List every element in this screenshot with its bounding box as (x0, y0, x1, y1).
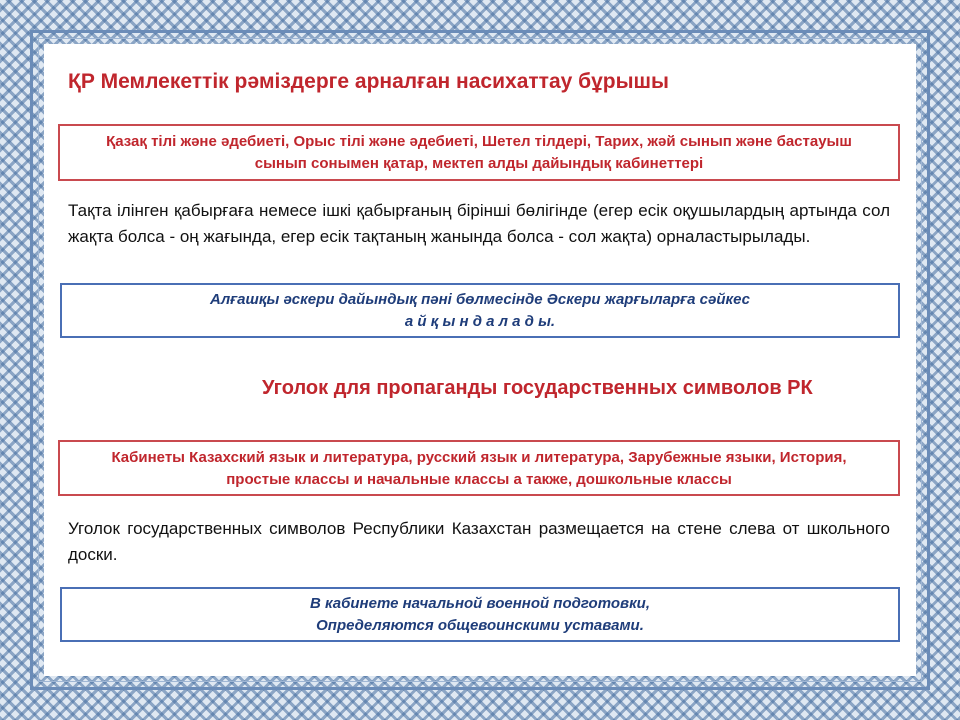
info-box-kz-military-line1: Алғашқы әскери дайындық пәні бөлмесінде Әскери жарғыларға сәйкес (209, 291, 750, 308)
info-box-kz-rooms-line1: Қазақ тілі және әдебиеті, Орыс тілі және әдебиеті, Шетел тілдері, Тарих, жәй сынып және бастауыш (106, 133, 852, 150)
info-box-ru-military-line1: В кабинете начальной военной подготовки, (309, 595, 650, 612)
info-box-kz-military (60, 283, 900, 338)
info-box-kz-rooms (58, 124, 900, 181)
info-box-ru-military-line2: Определяются общевоинскими уставами. (316, 617, 644, 634)
info-box-ru-military (60, 587, 900, 642)
info-box-ru-rooms-line1: Кабинеты Казахский язык и литература, русский язык и литература, Зарубежные языки, История, (111, 449, 847, 466)
page-title-ru: Уголок для пропаганды государственных символов РК (262, 377, 813, 399)
info-box-ru-rooms-line2: простые классы и начальные классы а также, дошкольные классы (226, 471, 732, 488)
info-box-ru-rooms (58, 440, 900, 496)
info-box-kz-rooms-line2: сынып сонымен қатар, мектеп алды дайындық кабинеттері (254, 155, 704, 172)
paragraph-kz: Тақта ілінген қабырғаға немесе ішкі қабырғаның бірінші бөлігінде (егер есік оқушылардың артында сол жақта болса - оң жағында, егер есік тақтаның жанында болса - сол жақта) орналастырылады. (68, 201, 890, 246)
info-box-kz-military-line2: а й қ ы н д а л а д ы. (404, 313, 556, 330)
page-title-kz: ҚР Мемлекеттік рәміздерге арналған насихаттау бұрышы (68, 70, 669, 93)
paragraph-ru: Уголок государственных символов Республики Казахстан размещается на стене слева от школьного доски. (68, 519, 890, 564)
